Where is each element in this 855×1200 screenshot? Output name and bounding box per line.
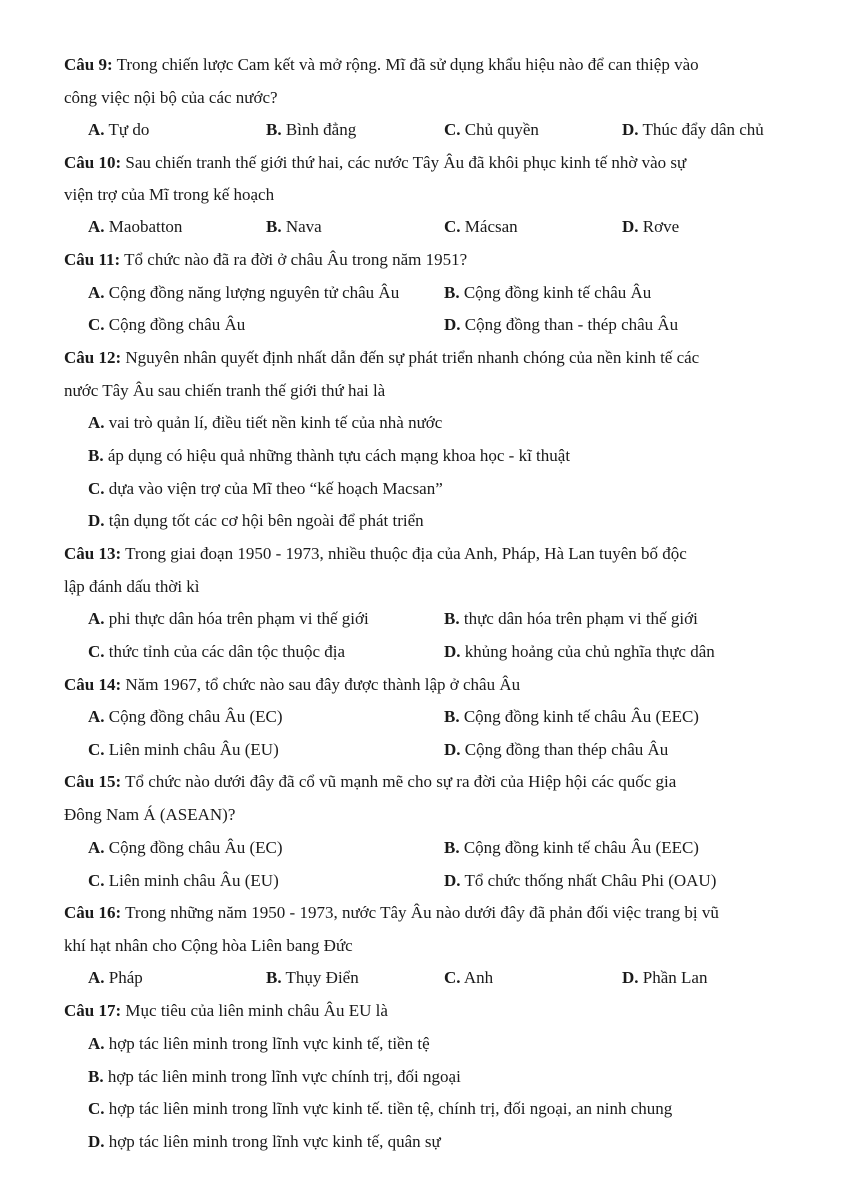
question-17-option-d[interactable]: D. hợp tác liên minh trong lĩnh vực kinh tế, quân sự [88, 1132, 441, 1151]
question-12-option-a[interactable]: A. vai trò quản lí, điều tiết nền kinh tế của nhà nước [88, 413, 443, 432]
question-17-number: Câu 17: [64, 1001, 122, 1020]
question-14-line-1: Câu 14: Năm 1967, tổ chức nào sau đây được thành lập ở châu Âu [64, 675, 521, 694]
question-9-line-1: Câu 9: Trong chiến lược Cam kết và mở rộng. Mĩ đã sử dụng khẩu hiệu nào để can thiệp vào [64, 55, 699, 74]
question-9-option-a[interactable]: A. Tự do [88, 120, 150, 139]
question-16-option-c[interactable]: C. Anh [444, 968, 494, 987]
question-13-option-d[interactable]: D. khủng hoảng của chủ nghĩa thực dân [444, 642, 715, 661]
question-11-option-a[interactable]: A. Cộng đồng năng lượng nguyên tử châu Âu [88, 283, 400, 302]
question-13-number: Câu 13: [64, 544, 122, 563]
question-13-line-2: lập đánh dấu thời kì [64, 577, 200, 596]
question-11-option-c[interactable]: C. Cộng đồng châu Âu [88, 315, 246, 334]
question-11-option-d[interactable]: D. Cộng đồng than - thép châu Âu [444, 315, 679, 334]
question-16-option-b[interactable]: B. Thụy Điển [266, 968, 359, 987]
question-16-option-a[interactable]: A. Pháp [88, 968, 143, 987]
question-13-option-c[interactable]: C. thức tỉnh của các dân tộc thuộc địa [88, 642, 346, 661]
question-10-option-a[interactable]: A. Maobatton [88, 217, 183, 236]
question-12-option-b[interactable]: B. áp dụng có hiệu quả những thành tựu cách mạng khoa học - kĩ thuật [88, 446, 571, 465]
question-10-option-d[interactable]: D. Rơve [622, 217, 680, 236]
question-12-number: Câu 12: [64, 348, 122, 367]
question-10-number: Câu 10: [64, 153, 122, 172]
question-16-option-d[interactable]: D. Phần Lan [622, 968, 708, 987]
question-14-option-d[interactable]: D. Cộng đồng than thép châu Âu [444, 740, 669, 759]
question-17-line-1: Câu 17: Mục tiêu của liên minh châu Âu EU là [64, 1001, 388, 1020]
question-11-option-b[interactable]: B. Cộng đồng kinh tế châu Âu [444, 283, 652, 302]
question-17-option-a[interactable]: A. hợp tác liên minh trong lĩnh vực kinh tế, tiền tệ [88, 1034, 430, 1053]
question-13-option-a[interactable]: A. phi thực dân hóa trên phạm vi thế giới [88, 609, 369, 628]
question-15-option-b[interactable]: B. Cộng đồng kinh tế châu Âu (EEC) [444, 838, 699, 857]
question-13-option-b[interactable]: B. thực dân hóa trên phạm vi thế giới [444, 609, 698, 628]
question-9-option-d[interactable]: D. Thúc đẩy dân chủ [622, 120, 764, 139]
question-17-option-b[interactable]: B. hợp tác liên minh trong lĩnh vực chính trị, đối ngoại [88, 1067, 461, 1086]
question-15-line-2: Đông Nam Á (ASEAN)? [64, 805, 236, 824]
question-10-line-2: viện trợ của Mĩ trong kế hoạch [64, 185, 275, 204]
question-9-option-b[interactable]: B. Bình đẳng [266, 120, 357, 139]
question-10-option-c[interactable]: C. Mácsan [444, 217, 518, 236]
question-15-number: Câu 15: [64, 772, 122, 791]
question-12-option-d[interactable]: D. tận dụng tốt các cơ hội bên ngoài để phát triển [88, 511, 424, 530]
question-15-option-a[interactable]: A. Cộng đồng châu Âu (EC) [88, 838, 283, 857]
question-16-line-1: Câu 16: Trong những năm 1950 - 1973, nước Tây Âu nào dưới đây đã phản đối việc trang bị vũ [64, 903, 719, 922]
question-9-line-2: công việc nội bộ của các nước? [64, 88, 278, 107]
question-15-option-c[interactable]: C. Liên minh châu Âu (EU) [88, 871, 279, 890]
question-14-option-b[interactable]: B. Cộng đồng kinh tế châu Âu (EEC) [444, 707, 699, 726]
question-17-option-c[interactable]: C. hợp tác liên minh trong lĩnh vực kinh tế. tiền tệ, chính trị, đối ngoại, an ninh chung [88, 1099, 673, 1118]
question-14-option-a[interactable]: A. Cộng đồng châu Âu (EC) [88, 707, 283, 726]
question-10-line-1: Câu 10: Sau chiến tranh thế giới thứ hai, các nước Tây Âu đã khôi phục kinh tế nhờ vào sự [64, 153, 687, 172]
question-15-line-1: Câu 15: Tổ chức nào dưới đây đã cổ vũ mạnh mẽ cho sự ra đời của Hiệp hội các quốc gia [64, 772, 677, 791]
question-12-line-2: nước Tây Âu sau chiến tranh thế giới thứ hai là [64, 381, 386, 400]
question-9-option-c[interactable]: C. Chủ quyền [444, 120, 539, 139]
question-11-line-1: Câu 11: Tổ chức nào đã ra đời ở châu Âu trong năm 1951? [64, 250, 468, 269]
question-16-line-2: khí hạt nhân cho Cộng hòa Liên bang Đức [64, 936, 353, 955]
question-10-option-b[interactable]: B. Nava [266, 217, 322, 236]
question-16-number: Câu 16: [64, 903, 122, 922]
question-11-number: Câu 11: [64, 250, 121, 269]
question-12-option-c[interactable]: C. dựa vào viện trợ của Mĩ theo “kế hoạch Macsan” [88, 479, 443, 498]
question-13-line-1: Câu 13: Trong giai đoạn 1950 - 1973, nhiều thuộc địa của Anh, Pháp, Hà Lan tuyên bố độc [64, 544, 687, 563]
question-15-option-d[interactable]: D. Tổ chức thống nhất Châu Phi (OAU) [444, 871, 717, 890]
question-14-option-c[interactable]: C. Liên minh châu Âu (EU) [88, 740, 279, 759]
question-14-number: Câu 14: [64, 675, 122, 694]
question-9-number: Câu 9: [64, 55, 113, 74]
question-12-line-1: Câu 12: Nguyên nhân quyết định nhất dẫn đến sự phát triển nhanh chóng của nền kinh tế các [64, 348, 700, 367]
